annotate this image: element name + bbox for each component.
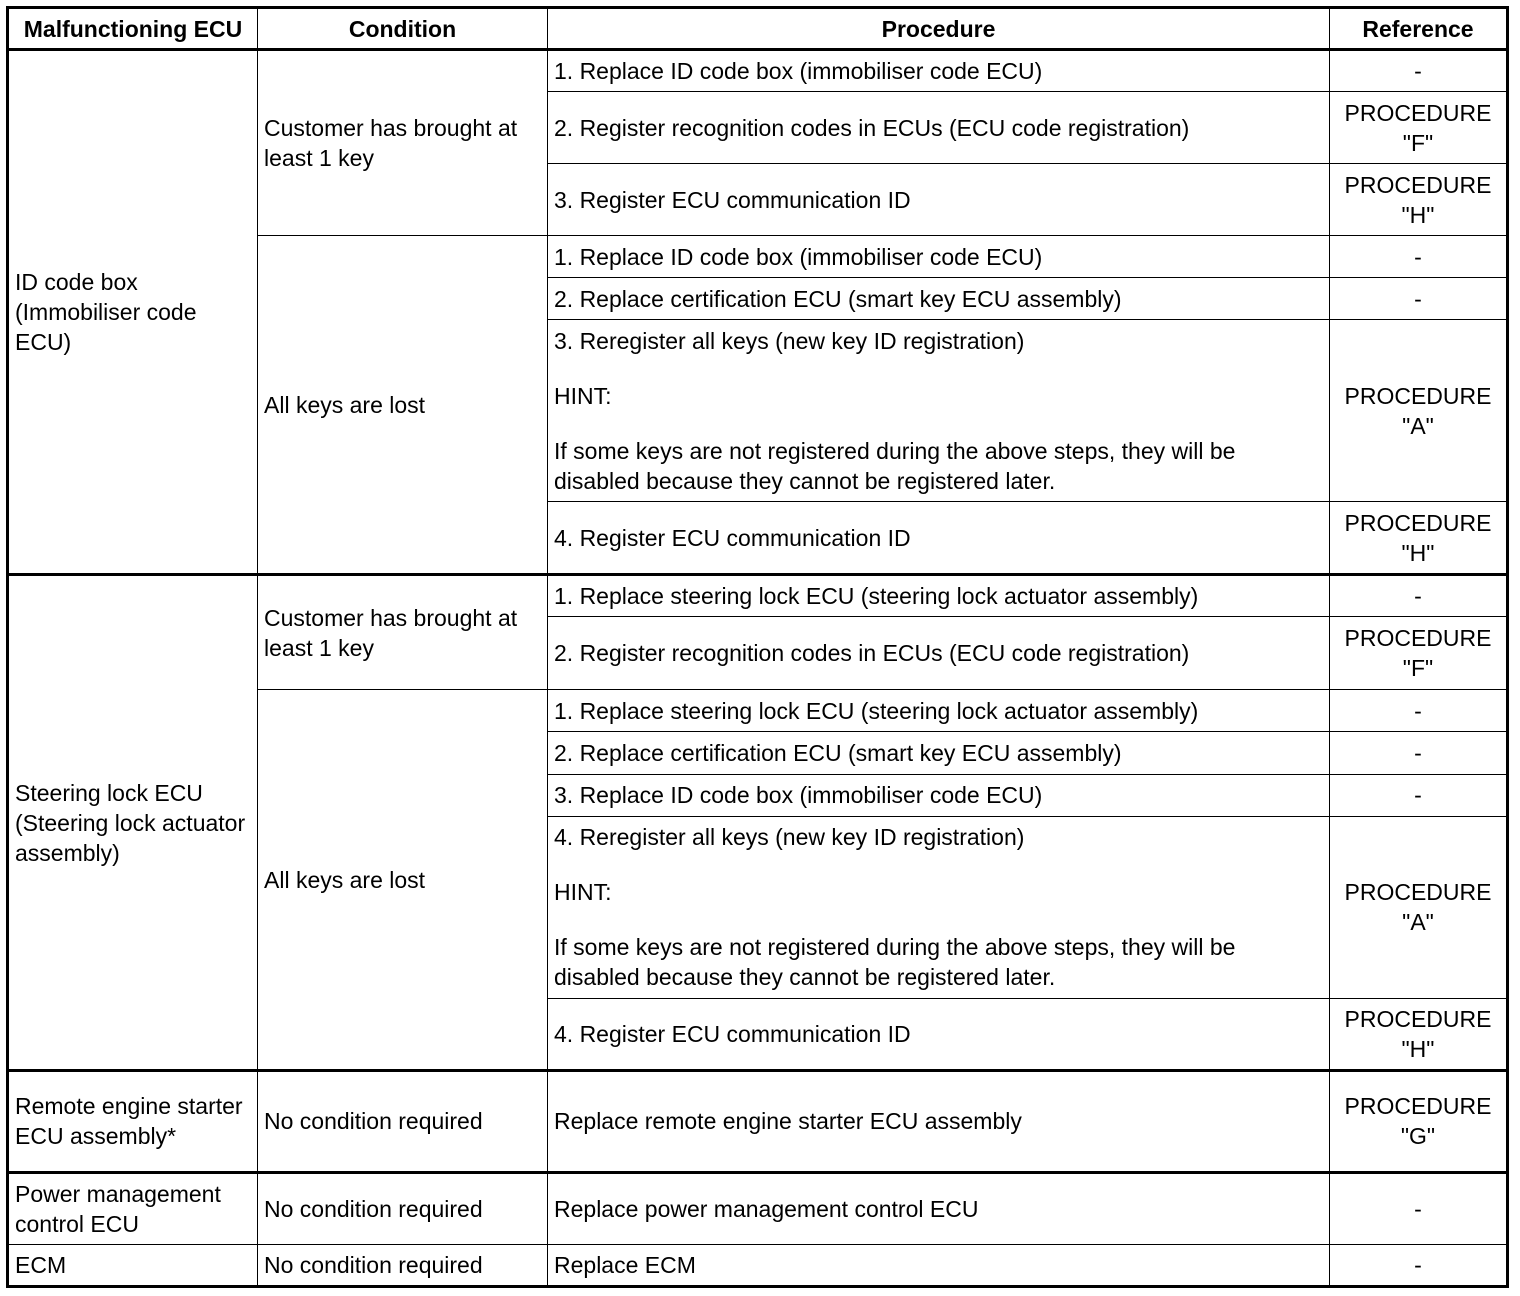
ecu-cell-ecm: ECM <box>8 1244 258 1286</box>
reference-cell: - <box>1330 575 1508 617</box>
procedure-step: 3. Reregister all keys (new key ID registration) <box>554 327 1025 354</box>
reference-cell: PROCEDURE "H" <box>1330 164 1508 236</box>
procedure-cell: 2. Replace certification ECU (smart key ECU assembly) <box>548 278 1330 320</box>
procedure-cell: Replace ECM <box>548 1244 1330 1286</box>
reference-cell: - <box>1330 278 1508 320</box>
reference-cell: PROCEDURE "F" <box>1330 617 1508 690</box>
ecu-cell-power-management: Power management control ECU <box>8 1172 258 1244</box>
hint-note: If some keys are not registered during the above steps, they will be disabled because they cannot be registered later. <box>554 437 1236 494</box>
procedure-cell <box>548 816 1330 998</box>
reference-cell: PROCEDURE "A" <box>1330 816 1508 998</box>
procedure-cell: 1. Replace ID code box (immobiliser code ECU) <box>548 236 1330 278</box>
reference-cell: - <box>1330 774 1508 816</box>
reference-cell: PROCEDURE "A" <box>1330 320 1508 502</box>
condition-cell: No condition required <box>258 1244 548 1286</box>
procedure-cell: 2. Register recognition codes in ECUs (ECU code registration) <box>548 92 1330 164</box>
condition-cell: All keys are lost <box>258 236 548 575</box>
procedure-cell: 3. Replace ID code box (immobiliser code ECU) <box>548 774 1330 816</box>
condition-cell: No condition required <box>258 1172 548 1244</box>
procedure-cell <box>548 320 1330 502</box>
procedure-cell: 4. Register ECU communication ID <box>548 502 1330 575</box>
table-row <box>8 1244 1508 1286</box>
ecu-cell-remote-engine: Remote engine starter ECU assembly* <box>8 1070 258 1172</box>
reference-cell: PROCEDURE "G" <box>1330 1070 1508 1172</box>
reference-cell: - <box>1330 236 1508 278</box>
procedure-cell: 2. Register recognition codes in ECUs (ECU code registration) <box>548 617 1330 690</box>
condition-cell: No condition required <box>258 1070 548 1172</box>
reference-cell: - <box>1330 732 1508 774</box>
condition-cell: Customer has brought at least 1 key <box>258 50 548 236</box>
procedure-cell: 1. Replace steering lock ECU (steering lock actuator assembly) <box>548 575 1330 617</box>
procedure-cell: 2. Replace certification ECU (smart key ECU assembly) <box>548 732 1330 774</box>
hint-label: HINT: <box>554 879 612 906</box>
table-row <box>8 1172 1508 1244</box>
procedure-cell: 1. Replace steering lock ECU (steering lock actuator assembly) <box>548 690 1330 732</box>
ecu-replacement-table <box>6 6 1509 1288</box>
reference-cell: - <box>1330 1172 1508 1244</box>
reference-cell: PROCEDURE "F" <box>1330 92 1508 164</box>
table-row <box>8 575 1508 617</box>
reference-cell: PROCEDURE "H" <box>1330 502 1508 575</box>
procedure-cell: Replace power management control ECU <box>548 1172 1330 1244</box>
header-condition: Condition <box>258 8 548 50</box>
condition-cell: Customer has brought at least 1 key <box>258 575 548 690</box>
header-procedure: Procedure <box>548 8 1330 50</box>
ecu-cell-id-code-box: ID code box (Immobiliser code ECU) <box>8 50 258 575</box>
reference-cell: - <box>1330 690 1508 732</box>
header-reference: Reference <box>1330 8 1508 50</box>
header-row <box>8 8 1508 50</box>
table-row <box>8 1070 1508 1172</box>
procedure-cell: Replace remote engine starter ECU assembly <box>548 1070 1330 1172</box>
ecu-cell-steering-lock: Steering lock ECU (Steering lock actuator assembly) <box>8 575 258 1070</box>
hint-label: HINT: <box>554 382 612 409</box>
procedure-cell: 1. Replace ID code box (immobiliser code ECU) <box>548 50 1330 92</box>
procedure-step: 4. Reregister all keys (new key ID registration) <box>554 824 1025 851</box>
hint-note: If some keys are not registered during the above steps, they will be disabled because they cannot be registered later. <box>554 934 1236 991</box>
reference-cell: - <box>1330 1244 1508 1286</box>
reference-cell: - <box>1330 50 1508 92</box>
table-row <box>8 50 1508 92</box>
procedure-cell: 3. Register ECU communication ID <box>548 164 1330 236</box>
condition-cell: All keys are lost <box>258 690 548 1070</box>
procedure-cell: 4. Register ECU communication ID <box>548 998 1330 1070</box>
header-ecu: Malfunctioning ECU <box>8 8 258 50</box>
reference-cell: PROCEDURE "H" <box>1330 998 1508 1070</box>
